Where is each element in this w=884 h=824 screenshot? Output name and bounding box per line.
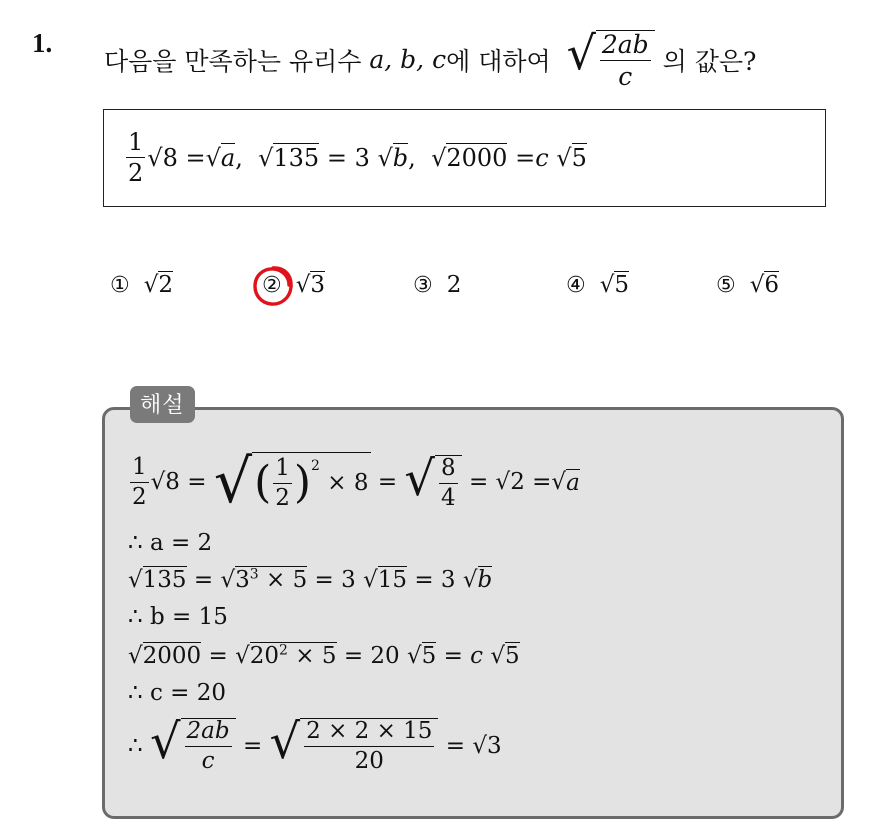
solution-line-4: ∴ b = 15 (128, 604, 228, 630)
l1-inner-den: 2 (275, 484, 290, 511)
var-b: b, (400, 45, 425, 74)
l3-15: 15 (377, 567, 407, 593)
l3-times5: × 5 (266, 567, 308, 593)
cond-frac-num: 1 (128, 128, 144, 156)
l7-radical-2: √ $\frac{2 \times 2 \times 15}{20}$ (270, 718, 439, 773)
l3-base: 3 (235, 567, 250, 593)
choice-5-mark: ⑤ (716, 272, 736, 298)
solution-tag: 해설 (130, 386, 195, 423)
l5-2000: 2000 (142, 643, 202, 669)
choice-2[interactable]: ② √3 (262, 272, 326, 298)
question-expr-denominator: c (618, 62, 633, 91)
l3-var-b: b (477, 567, 493, 593)
l1-times-8: × 8 (327, 470, 369, 496)
choice-4[interactable]: ④ √5 (566, 272, 630, 298)
condition-expression: $\frac{1}{2}$ √8 = √ a , √ 135 = 3 √ b , √ 2000 = c √ 5 (128, 128, 587, 187)
cond-part3-rhs: = (515, 143, 536, 172)
l5-eq: = (208, 642, 228, 669)
choice-3-mark: ③ (413, 272, 433, 298)
cond-rad-135: 135 (273, 144, 320, 172)
l7-therefore: ∴ (128, 732, 143, 759)
cond-rad-2000: 2000 (446, 144, 508, 172)
choice-5[interactable]: ⑤ √6 (716, 272, 780, 298)
l7-radical-1: √ $\frac{2ab}{c}$ (150, 718, 236, 773)
var-c: c (432, 45, 447, 74)
question-text (104, 26, 757, 91)
choice-2-value: 3 (310, 272, 326, 298)
choice-4-value: 5 (614, 272, 630, 298)
l1-inner-num: 1 (273, 457, 292, 484)
l7-num: 2ab (185, 720, 232, 747)
l5-base: 20 (249, 643, 280, 669)
cond-frac-den: 2 (128, 159, 144, 187)
cond-var-a: a (220, 144, 236, 172)
l1-f-num: 8 (439, 457, 458, 484)
l3-eq3: = 3 (314, 566, 356, 593)
l1-frac-radical: √ $\frac{8}{4}$ (404, 455, 461, 510)
choice-4-mark: ④ (566, 272, 586, 298)
solution-line-2: ∴ a = 2 (128, 530, 213, 556)
l1-var-a: a (566, 469, 580, 496)
question-number: 1. (32, 28, 53, 58)
cond-var-b: b (392, 144, 409, 172)
choice-2-mark: ② (262, 272, 282, 298)
solution-line-7 (128, 714, 502, 774)
l7-eq: = (242, 732, 263, 759)
l3-eq3b: = 3 (414, 566, 456, 593)
solution-line-5: √ 2000 = √ $20^2 \times 5$ = 20 √ 5 = c √ 5 (128, 642, 520, 669)
choice-5-value: 6 (764, 272, 780, 298)
solution-line-6: ∴ c = 20 (128, 680, 226, 706)
question-suffix: 의 값은? (662, 46, 757, 76)
choice-3[interactable] (413, 272, 461, 298)
l1-equals: = (377, 469, 398, 495)
l7-den2: 20 (354, 748, 384, 774)
l1-exponent: 2 (311, 458, 320, 474)
l1-frac-num: 1 (130, 456, 149, 483)
l3-exp: 3 (249, 566, 259, 583)
solution-line-3: √ 135 = √ $3^3 \times 5$ = 3 √ 15 = 3 √ b (128, 566, 493, 593)
l7-num2: 2 × 2 × 15 (304, 720, 434, 747)
choice-1-mark: ① (110, 272, 130, 298)
l5-eqc: = c (443, 642, 484, 669)
question-mid: 에 대하여 (446, 46, 551, 76)
cond-part2-rhs: = 3 (326, 143, 370, 172)
l5-exp: 2 (279, 642, 288, 659)
l5-eq20: = 20 (343, 642, 400, 669)
cond-part1: √8 = (147, 143, 206, 172)
solution-line-1: $\frac{1}{2}$ √8 = √ ( $\frac{1}{2}$ ) 2 × 8 = √ $\frac{8}{4}$ = √2 = √ a (132, 447, 580, 517)
question-prefix: 다음을 만족하는 유리수 (104, 46, 362, 76)
question-expr-numerator: 2ab (601, 30, 649, 59)
choice-1-value: 2 (158, 272, 174, 298)
l5-5: 5 (421, 643, 437, 669)
cond-var-c: c (535, 143, 549, 172)
l7-end: = √3 (445, 732, 502, 759)
l1-f-den: 4 (441, 484, 456, 511)
choice-3-value: 2 (446, 272, 462, 298)
var-a: a, (369, 45, 393, 74)
l1-frac-den: 2 (132, 483, 147, 510)
l3-eq: = (193, 566, 214, 593)
l1-sqrt8: √8 = (150, 469, 207, 495)
cond-rad-5: 5 (571, 144, 587, 172)
l1-end: = √2 = (468, 469, 552, 495)
l1-big-radical: √ ( $\frac{1}{2}$ ) 2 × 8 (213, 447, 369, 517)
choice-1[interactable]: ① √2 (110, 272, 174, 298)
l5-times5: × 5 (295, 643, 337, 669)
l3-135: 135 (142, 567, 187, 593)
question-radical: √ $\frac{2ab}{c}$ (567, 30, 655, 89)
l7-den: c (201, 748, 215, 774)
l5-5b: 5 (505, 643, 520, 669)
